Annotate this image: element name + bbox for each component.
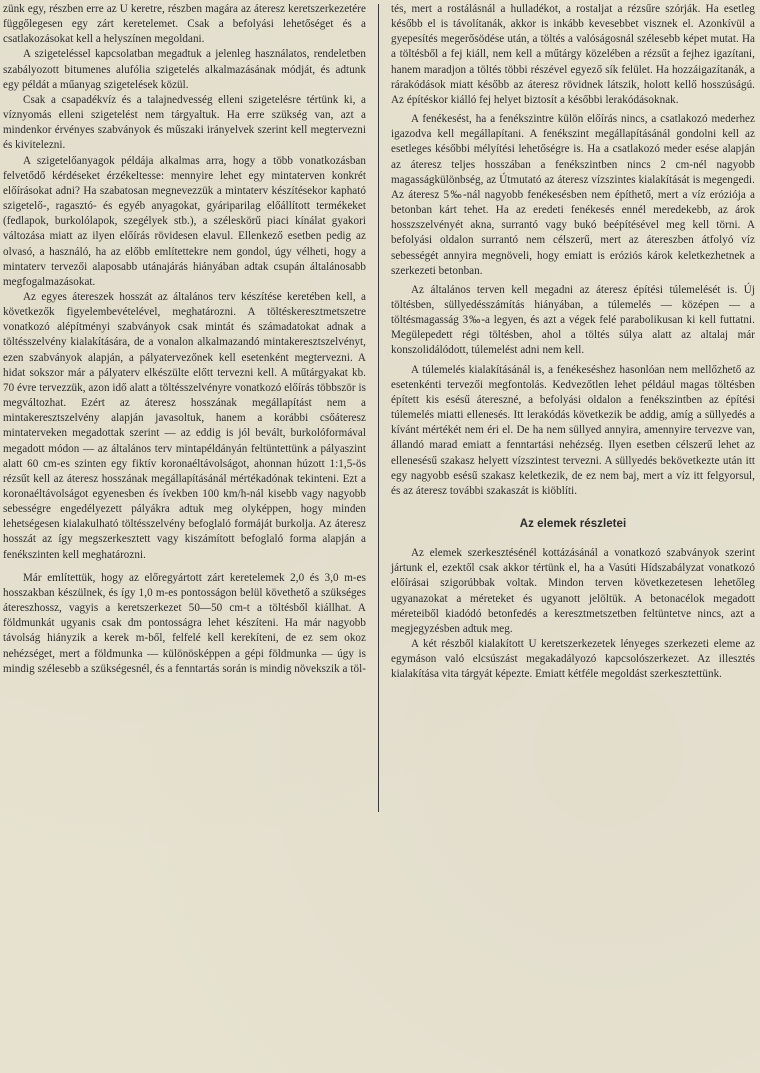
paragraph: Csak a csapadékvíz és a talajnedvesség elleni szigetelésre tértünk ki, a víznyomás elleni szigetelést nem tárgyaltuk. Ha erre szükség van, azt a mindenkor érvényes szabványok és műszaki irányelvek szerint kell megtervezni és kivitelezni. (3, 93, 366, 152)
paragraph: tés, mert a rostálásnál a hulladékot, a rostaljat a rézsűre szórják. Ha esetleg később el is távolítanák, akkor is inkább kevesebbet visznek el. Azonkívül a gyepesítés megerősödése után, a töltés a valóságosnál szélesebb képet mutat. Ha a töltésből a fej kiáll, nem kell a műtárgy közelében a rézsűt a fejhez igazítani, hanem maradjon a töltés többi részével egyező sík felület. Ha hozzáigazítanák, a rárakódások miatt később az áteresz rövidnek látszik, holott kellő hosszúságú. Az építéskor kiálló fej helyet biztosít a későbbi lerakódásoknak. (391, 3, 755, 106)
column-divider (378, 4, 379, 812)
paragraph: A fenékesést, ha a fenékszintre külön előírás nincs, a csatlakozó mederhez igazodva kell megállapítani. A fenékszint megállapításánál gondolni kell az esetleges későbbi mélyítési lehetőségre is. Ha a csatlakozó meder esése alapján az áteresz teljes hosszában a fenékszintben nincs 2 cm-nél nagyobb magasságkülönbség, az Útmutató az áteresz vízszintes kialakítását is megengedi. Az áteresz 5‰-nál nagyobb fenékesésben nem építhető, mert a víz eróziója a betonban kárt tehet. Ha az eredeti fenékesés ennél meredekebb, az árok hosszszelvényét akna, surrantó vagy bukó beépítésével meg kell törni. A befolyási oldalon surrantó nem célszerű, mert az átereszben átfolyó víz sebességét annyira megnöveli, hogy emiatt is eróziós károk keletkezhetnek a szerkezeti betonban. (391, 113, 755, 277)
right-column (391, 2, 755, 683)
section-heading: Az elemek részletei (519, 518, 627, 530)
paragraph: Az egyes átereszek hosszát az általános terv készítése keretében kell, a következők figyelembevételével, meghatározni. A töltéskeresztmetszetre vonatkozó alépítményi szabványok csak mintát és számadatokat adnak a töltésszelvény kialakítására, de a vonalon alkalmazandó mintakeresztszelvényt, ezen szabványok alapján, a pályatervezőnek kell esetenként megtervezni. A hidat sokszor már a pályaterv elkészülte előtt tervezni kell. A műtárgyakat kb. 70 évre tervezzük, azon idő alatt a töltésszelvényre vonatkozó előírás többször is megváltozhat. Ezért az áteresz hosszának megállapítást nem a mintakeresztszelvény alapján javasoltuk, hanem a korábbi csőáteresz mintaterveken megadottak szerint — az eddig is jól bevált, burkolóformával megadott módon — az általános terv mintapéldányán feltüntettünk a pályaszint alatt 60 cm-es szinten egy fiktív koronaéltávolságot, ahonnan húzott 1:1,5-ös rézsűt kell az áteresz hosszának megállapításánál mértékadónak tekinteni. Ezt a koronaéltávolságot egyenesben és ívekben 100 km/h-nál kisebb vagy nagyobb sebességre engedélyezett pályákra adtuk meg olyképpen, hogy minden lehetségesen kialakulható töltésszelvény befoglaló formáját burkolja. Az áteresz hosszát az így megszerkesztett vagy kiszámított befoglaló forma alapján a fenékszinten kell meghatározni. (3, 290, 366, 561)
paragraph: A túlemelés kialakításánál is, a fenékeséshez hasonlóan nem mellőzhető az esetenkénti tervezői megfontolás. Kedvezőtlen lehet például magas töltésben épített kis esésű átereszné, a befolyási oldalon a fenékszintben az építési túlemelés miatti ellenesés. Itt lerakódás következik be addig, amíg a süllyedés a kívánt mértékét nem éri el. De ha nem süllyed annyira, amennyire tervezve van, állandó marad emiatt a fenntartási nehézség. Ilyen esetben célszerű lehet az ellenesésű szakasz helyett vízszintest tervezni. A süllyedés bekövetkezte után itt egy nagyobb esésű szakasz keletkezik, de ez nem baj, mert a víz itt felgyorsul, és az áteresz további szakaszát is kiöblíti. (391, 363, 755, 497)
paragraph: Már említettük, hogy az előregyártott zárt keretelemek 2,0 és 3,0 m-es hosszakban készülnek, és így 1,0 m-es pontosságon belül követhető a szükséges átereszhossz, vagyis a keretszerkezet 50—50 cm-t a töltésből kiállhat. A földmunkát ugyanis csak dm pontosságra lehet készíteni. Ha már nagyobb távolság hiányzik a kerek m-ből, felfelé kell kerekíteni, de ez sem okoz nehézséget, mert a földmunka — különösképpen a gépi földmunka — úgy is mindig szélesebb a szükségesnél, és a fenntartás során is mindig növekszik a töl- (3, 571, 366, 675)
paragraph: A szigeteléssel kapcsolatban megadtuk a jelenleg használatos, rendeletben szabályozott bitumenes alufólia szigetelés alkalmazásának módját, és adtunk egy példát a műanyag szigetelések közül. (3, 48, 366, 91)
paragraph: Az általános terven kell megadni az áteresz építési túlemelését is. Új töltésben, süllyedésszámítás hiányában, a túlemelés — középen — a töltésmagasság 3‰-a legyen, és azt a végek felé parabolikusan ki kell futtatni. Megülepedett régi töltésben, ahol a töltés súlya alatt az altalaj már konszolidálódott, túlemelést adni nem kell. (391, 283, 755, 357)
paragraph: Az elemek szerkesztésénél kottázásánál a vonatkozó szabványok szerint jártunk el, ezektől csak akkor tértünk el, ha a Vasúti Hídszabályzat vonatkozó előírásai szigorúbbak voltak. Mindon terven következetesen lehetőleg ugyanazokat a méreteket és ugyanott jelöltük. A betonacélok megadott méreteiből kiadódó betonfedés a keresztmetszetben feltüntetve nincs, azt a megjegyzésben adtuk meg. (391, 547, 755, 635)
paragraph: zünk egy, részben erre az U keretre, részben magára az áteresz keretszerkezetére függőlegesen egy zárt keretelemet. Csak a befolyási lehetőséget és a csatlakozásokat kell a helyszínen megoldani. (3, 3, 366, 46)
paragraph: A két részből kialakított U keretszerkezetek lényeges szerkezeti eleme az egymáson való elcsúszást megakadályozó kapcsolószerkezet. Az illesztés kialakítása vita tárgyát képezte. Emiatt kétféle megoldást szerkesztettünk. (391, 638, 755, 681)
paragraph: A szigetelőanyagok példája alkalmas arra, hogy a több vonatkozásban felvetődő kérdéseket érzékeltesse: mennyire lehet egy mintaterven konkrét előírásokat adni? Ha szabatosan megnevezzük a mintaterv készítésekor kapható szigetelő-, ragasztó- és egyéb anyagokat, gyáriparilag előállított termékeket (fedlapok, burkolólapok, szegélyek stb.), a széleskörű piaci kínálat gyakori változása miatt az ilyen előírás rövidesen elavul. Ellenkező esetben pedig az olvasó, a használó, ha az előbb említettekre nem gondol, úgy vélheti, hogy a mintaterv tervezői alaposabb utánajárás hiányában adtak csupán általánosabb megfogalmazásokat. (3, 154, 366, 288)
left-column (3, 2, 366, 677)
